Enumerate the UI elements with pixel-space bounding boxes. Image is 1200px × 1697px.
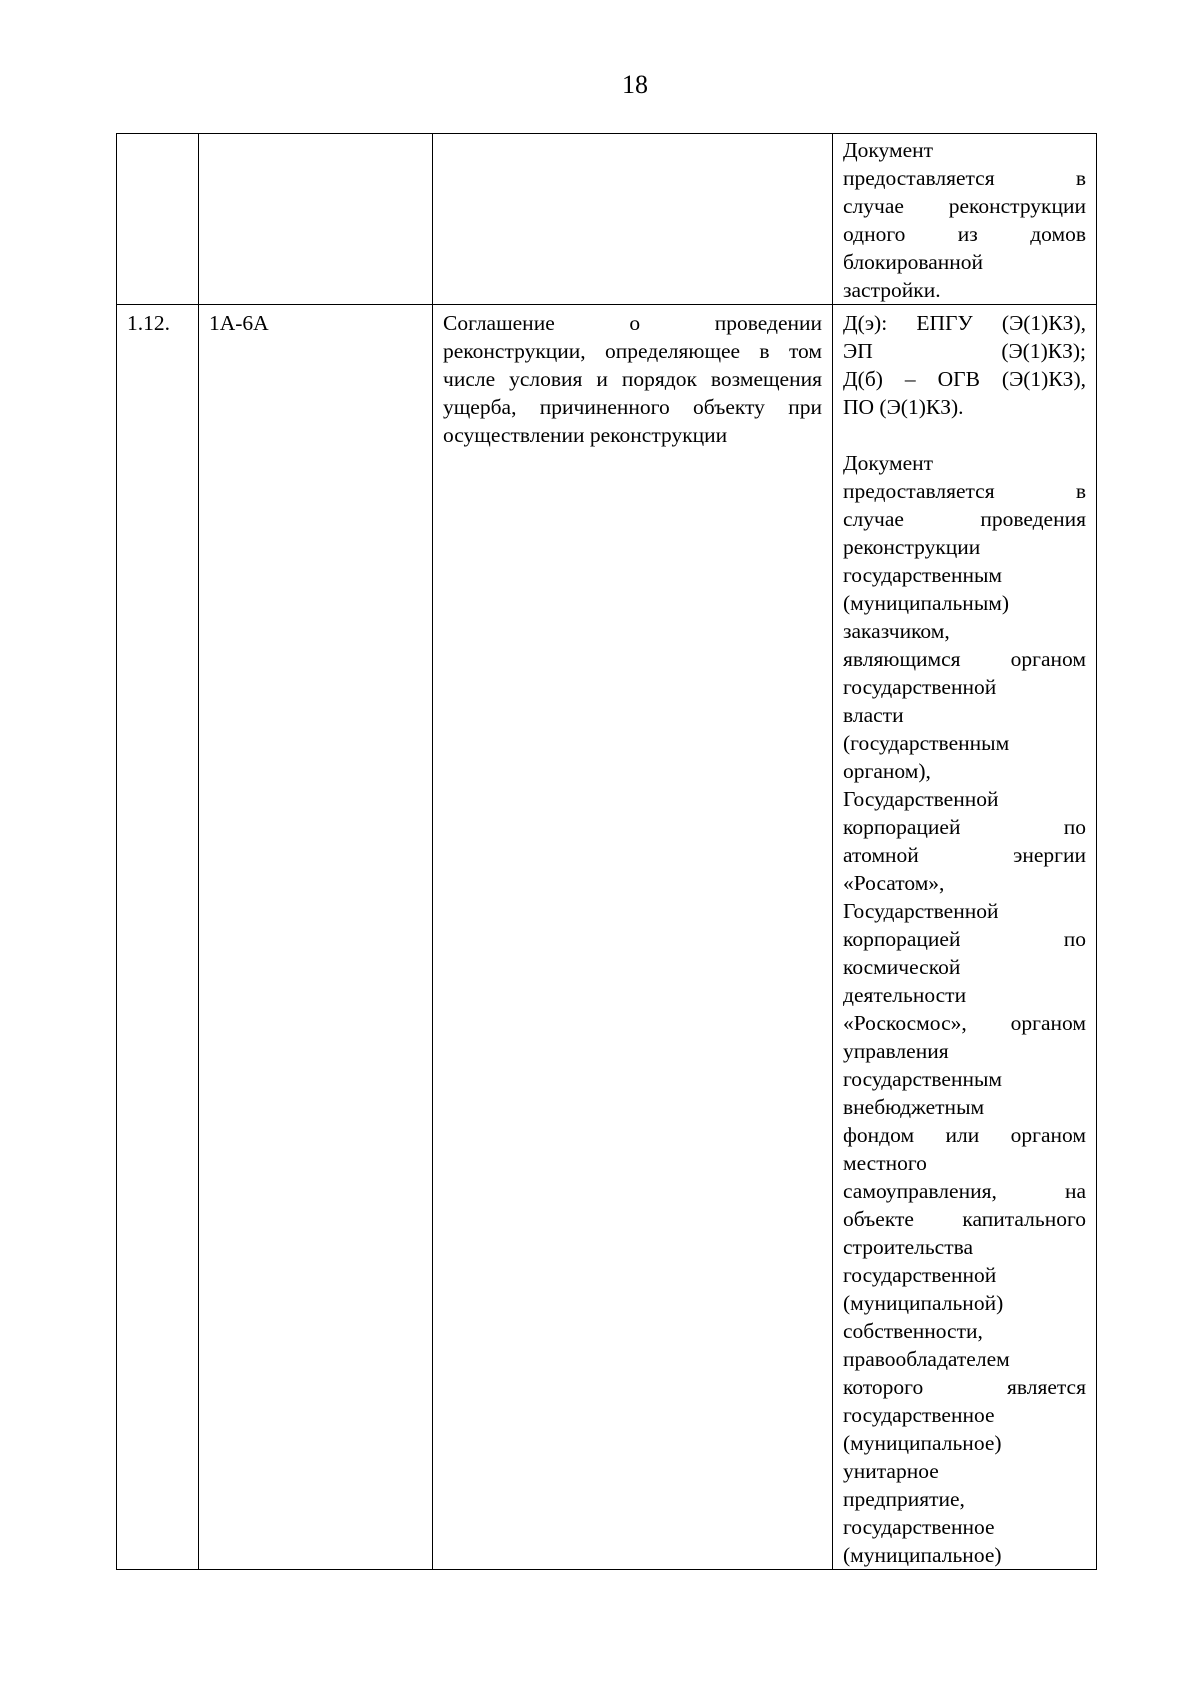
text-line: (государственным [843, 731, 1010, 755]
text-line: государственным [843, 1067, 1003, 1091]
text-line: государственное [843, 1515, 995, 1539]
text-line: предоставляется в [843, 166, 1086, 190]
requirements-table [116, 133, 1097, 1570]
text-line: Документ [843, 451, 934, 475]
text-line: предоставляется в [843, 479, 1086, 503]
text-line: случае проведения [843, 507, 1086, 531]
text-line: государственной [843, 1263, 997, 1287]
text-line: Д(б) – ОГВ (Э(1)КЗ), [843, 367, 1086, 391]
text-line: корпорацией по [843, 927, 1086, 951]
page-number: 18 [622, 70, 648, 99]
text-line: Документ [843, 138, 934, 162]
cell-number: 1.12. [117, 305, 199, 1570]
text-line: собственности, [843, 1319, 983, 1343]
text-line: одного из домов [843, 222, 1086, 246]
text-line: ЭП (Э(1)КЗ); [843, 339, 1086, 363]
text-line: предприятие, [843, 1487, 965, 1511]
text-line: Государственной [843, 787, 999, 811]
text-line: государственным [843, 563, 1003, 587]
cell-code: 1А-6А [199, 305, 433, 1570]
text-line: (муниципальным) [843, 591, 1010, 615]
text-line: «Росатом», [843, 871, 945, 895]
text-line: ПО (Э(1)КЗ). [843, 395, 964, 419]
text-line: (муниципальное) [843, 1543, 1002, 1567]
text-line: унитарное [843, 1459, 939, 1483]
text-line: блокированной [843, 250, 984, 274]
text-line: (муниципальной) [843, 1291, 1004, 1315]
submission-methods [843, 309, 1086, 421]
text-line: объекте капитального [843, 1207, 1086, 1231]
text-line: внебюджетным [843, 1095, 985, 1119]
text-line: «Роскосмос», органом [843, 1011, 1086, 1035]
cell-notes [833, 305, 1097, 1570]
table-row-continued [117, 134, 1097, 305]
text-line: космической [843, 955, 961, 979]
text-line: самоуправления, на [843, 1179, 1086, 1203]
text-line: Д(э): ЕПГУ (Э(1)КЗ), [843, 311, 1086, 335]
text-line: являющимся органом [843, 647, 1086, 671]
cell-number [117, 134, 199, 305]
text-line: случае реконструкции [843, 194, 1086, 218]
text-line: корпорацией по [843, 815, 1086, 839]
text-line: фондом или органом [843, 1123, 1086, 1147]
text-line: атомной энергии [843, 843, 1086, 867]
text-line: местного [843, 1151, 927, 1175]
text-line: строительства [843, 1235, 974, 1259]
blank-line [843, 421, 1086, 449]
text-line: органом), [843, 759, 931, 783]
text-line: (муниципальное) [843, 1431, 1002, 1455]
cell-code [199, 134, 433, 305]
text-line: застройки. [843, 278, 941, 302]
cell-notes [833, 134, 1097, 305]
text-line: Государственной [843, 899, 999, 923]
text-line: реконструкции [843, 535, 981, 559]
text-line: правообладателем [843, 1347, 1010, 1371]
text-line: управления [843, 1039, 949, 1063]
text-line: заказчиком, [843, 619, 950, 643]
cell-document-name [433, 134, 833, 305]
text-line: которого является [843, 1375, 1086, 1399]
text-line: деятельности [843, 983, 967, 1007]
text-line: власти [843, 703, 904, 727]
table-row-1-12 [117, 305, 1097, 1570]
condition-note [843, 449, 1086, 1569]
text-line: государственной [843, 675, 997, 699]
text-line: государственное [843, 1403, 995, 1427]
cell-document-name: Соглашение о проведении реконструкции, определяющее в том числе условия и порядок возмещения ущерба, причиненного объекту при осуществлении реконструкции [433, 305, 833, 1570]
